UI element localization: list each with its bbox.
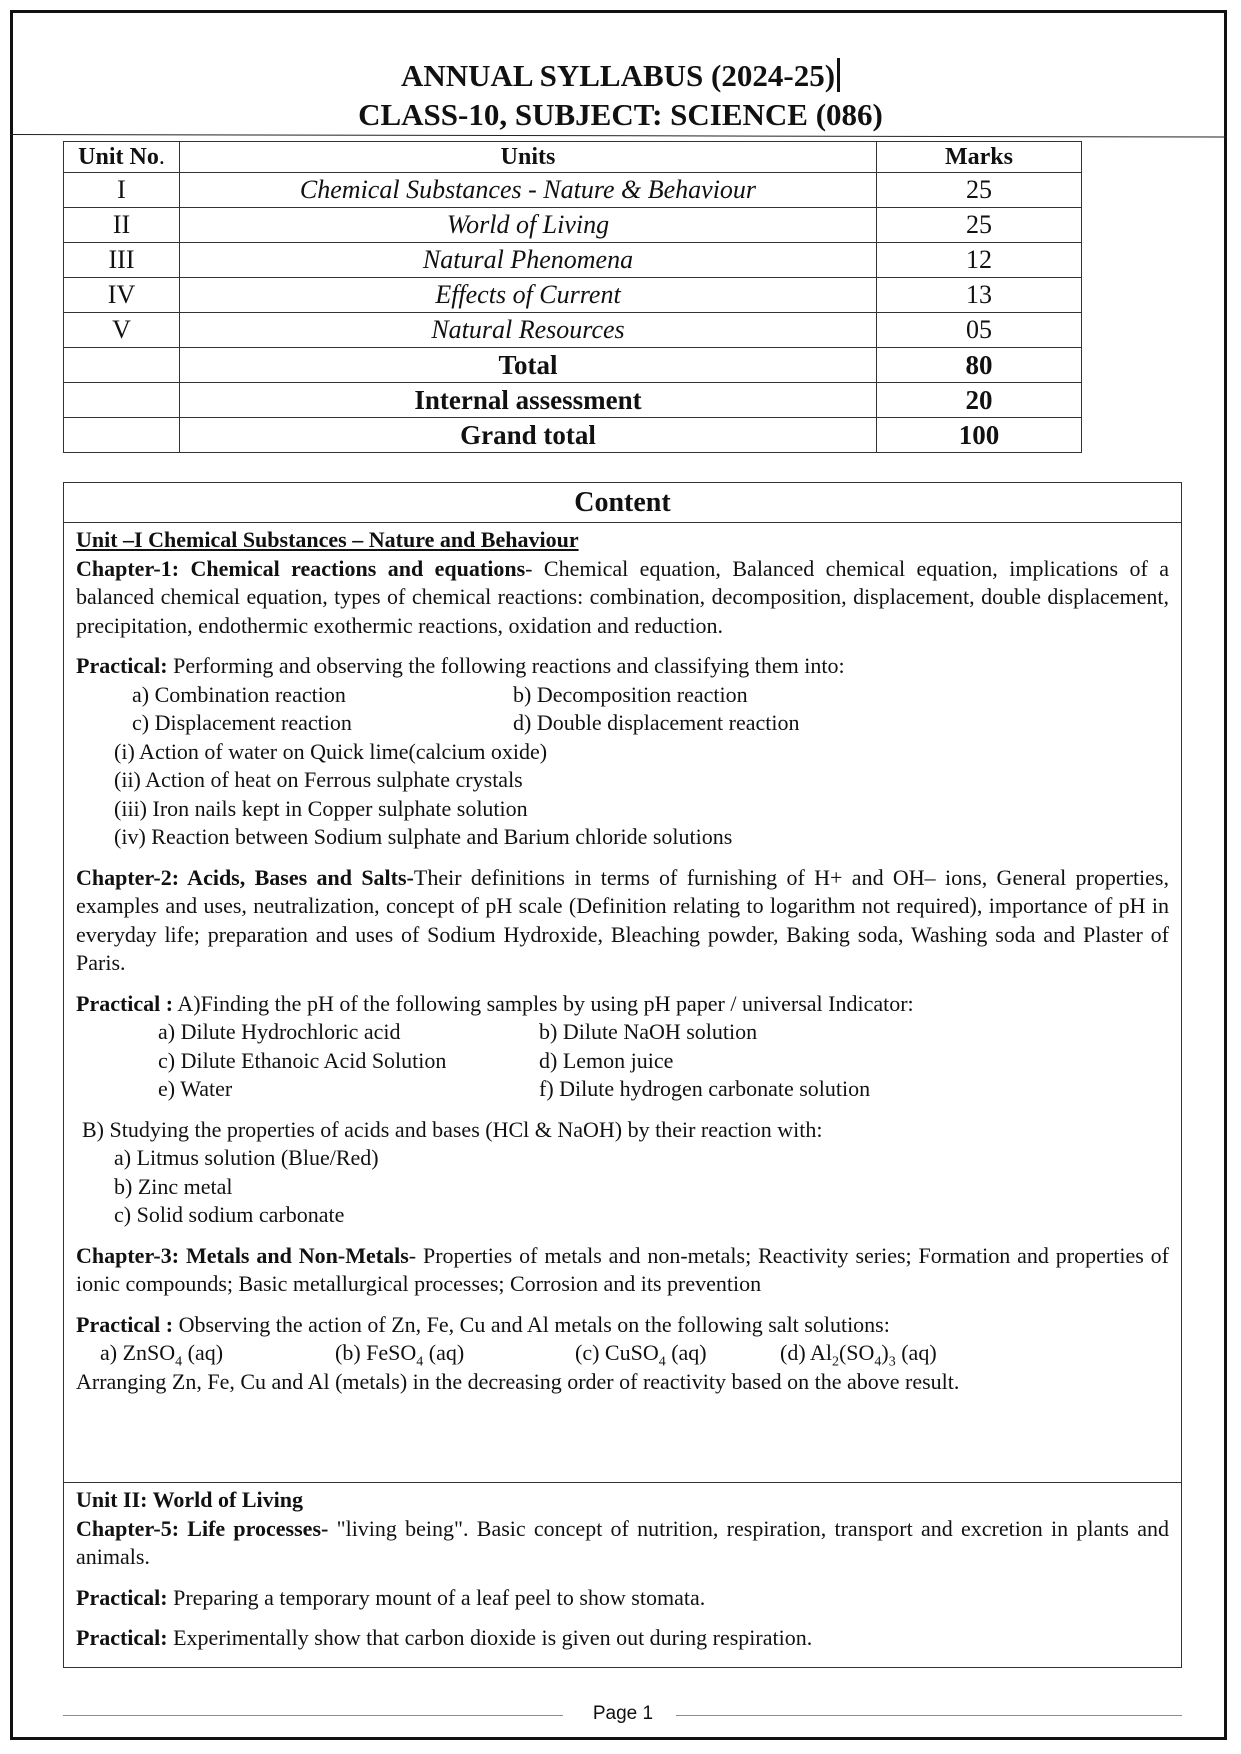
salt-item-znso4: a) ZnSO$_4$ (aq) — [100, 1340, 224, 1370]
practical2-text: A)Finding the pH of the following samples by using pH paper / universal Indicator: — [173, 990, 914, 1016]
practical2-options-row — [76, 1075, 1169, 1104]
unit-marks: 25 — [877, 173, 1082, 208]
total-row — [64, 348, 1082, 383]
practical-label: Practical: — [76, 1625, 168, 1650]
unit-number: IV — [64, 278, 180, 313]
list-item: d) Double displacement reaction — [513, 710, 800, 735]
practical3-tail: Arranging Zn, Fe, Cu and Al (metals) in the decreasing order of reactivity based on the above result. — [76, 1368, 960, 1394]
practical2-options-row — [76, 1018, 1169, 1047]
summary-marks: 80 — [877, 348, 1082, 383]
list-item: a) Litmus solution (Blue/Red) — [114, 1145, 379, 1170]
summary-label: Grand total — [180, 418, 877, 453]
unit-marks: 13 — [877, 278, 1082, 313]
page-title: ANNUAL SYLLABUS (2024-25) — [0, 58, 1241, 94]
chapter5-text: "living being". Basic concept of nutrition, respiration, transport and excretion in plants and animals. — [76, 1515, 1169, 1569]
chapter2-text: Their definitions in terms of furnishing of H+ and OH– ions, General properties, examples and uses, neutralization, concept of pH scale (Definition relating to logarithm not required), importance of pH in everyday life; preparation and uses of Sodium Hydroxide, Bleaching powder, Baking soda, Washing soda and Plaster of Paris. — [76, 864, 1169, 975]
practical5b-paragraph — [76, 1624, 1169, 1653]
unit-number: II — [64, 208, 180, 243]
page-subtitle: CLASS-10, SUBJECT: SCIENCE (086) — [358, 97, 883, 132]
list-item: (iii) Iron nails kept in Copper sulphate solution — [114, 795, 528, 821]
summary-marks: 20 — [877, 383, 1082, 418]
practical1-text: Performing and observing the following reactions and classifying them into: — [167, 653, 845, 678]
grand-total-row — [64, 418, 1082, 453]
column-header-marks: Marks — [877, 142, 1082, 173]
unit-marks: 05 — [877, 313, 1082, 348]
chapter1-title: Chapter-1: Chemical reactions and equations — [76, 555, 526, 581]
practical1-options-row — [76, 709, 1169, 738]
practical2b-text: B) Studying the properties of acids and bases (HCl & NaOH) by their reaction with: — [82, 1116, 823, 1142]
practical1-paragraph — [76, 652, 1169, 681]
chapter3-title: Chapter-3: Metals and Non-Metals — [76, 1242, 409, 1268]
unit-name: Effects of Current — [180, 278, 877, 313]
footer-divider — [676, 1715, 1182, 1716]
salt-item-al2so43: (d) $Al_2(SO_4)_3$ (aq) — [780, 1340, 937, 1370]
list-item: b) Zinc metal — [114, 1173, 233, 1199]
list-item: (ii) Action of heat on Ferrous sulphate crystals — [114, 767, 523, 792]
salt-item-feso4: (b) FeSO$_4$ (aq) — [335, 1340, 465, 1370]
unit-name: Chemical Substances - Nature & Behaviour — [180, 173, 877, 208]
salt-solutions-row — [76, 1339, 1169, 1368]
chapter5-title: Chapter-5: Life processes- — [76, 1515, 329, 1541]
practical-label: Practical : — [76, 990, 174, 1016]
practical5a-paragraph — [76, 1584, 1169, 1613]
summary-label: Internal assessment — [180, 383, 877, 418]
summary-label: Total — [180, 348, 877, 383]
table-row — [64, 278, 1082, 313]
unit1-section — [64, 523, 1181, 1396]
unit2-section — [64, 1482, 1181, 1653]
chapter5-paragraph — [76, 1515, 1169, 1572]
empty-cell — [64, 383, 180, 418]
internal-assessment-row — [64, 383, 1082, 418]
table-header-row — [64, 142, 1082, 173]
unit-number: I — [64, 173, 180, 208]
list-item: b) Dilute NaOH solution — [539, 1019, 758, 1044]
practical-label: Practical: — [76, 653, 168, 678]
summary-marks: 100 — [877, 418, 1082, 453]
text-cursor — [837, 58, 840, 92]
page-number: Page 1 — [592, 1703, 654, 1724]
column-header-units: Units — [180, 142, 877, 173]
list-item: a) Combination reaction — [132, 681, 346, 707]
unit-name: World of Living — [180, 208, 877, 243]
list-item: b) Decomposition reaction — [513, 681, 748, 707]
empty-cell — [64, 418, 180, 453]
unit-number: V — [64, 313, 180, 348]
chapter1-text: - Chemical equation, Balanced chemical equation, implications of a balanced chemical equation, types of chemical reactions: combination, decomposition, displacement, double displacement, precipitation, endothermic exothermic reactions, oxidation and reduction. — [76, 555, 1169, 638]
table-row — [64, 173, 1082, 208]
list-item: c) Solid sodium carbonate — [114, 1202, 345, 1227]
content-heading: Content — [64, 483, 1181, 523]
chapter3-paragraph — [76, 1242, 1169, 1299]
list-item: c) Displacement reaction — [132, 710, 352, 735]
chapter2-title: Chapter-2: Acids, Bases and Salts- — [76, 864, 414, 890]
unit2-heading: Unit II: World of Living — [76, 1487, 303, 1512]
practical1-options-row — [76, 681, 1169, 710]
table-row — [64, 208, 1082, 243]
practical5a-text: Preparing a temporary mount of a leaf peel to show stomata. — [167, 1584, 706, 1610]
list-item: (iv) Reaction between Sodium sulphate and Barium chloride solutions — [114, 824, 733, 849]
practical3-paragraph — [76, 1311, 1169, 1340]
chapter2-paragraph — [76, 864, 1169, 978]
table-row — [64, 313, 1082, 348]
list-item: a) Dilute Hydrochloric acid — [158, 1019, 401, 1044]
unit-name: Natural Phenomena — [180, 243, 877, 278]
footer-divider — [63, 1715, 563, 1716]
column-header-unit-no: Unit No. — [64, 142, 180, 173]
chapter3-text: - Properties of metals and non-metals; Reactivity series; Formation and properties of ionic compounds; Basic metallurgical processes; Corrosion and its prevention — [76, 1242, 1170, 1296]
practical3-text: Observing the action of Zn, Fe, Cu and Al metals on the following salt solutions: — [173, 1311, 890, 1337]
table-row — [64, 243, 1082, 278]
salt-item-cuso4: (c) CuSO$_4$ (aq) — [575, 1340, 707, 1370]
practical2-paragraph — [76, 990, 1169, 1019]
practical5b-text: Experimentally show that carbon dioxide is given out during respiration. — [167, 1625, 813, 1650]
unit-name: Natural Resources — [180, 313, 877, 348]
empty-cell — [64, 348, 180, 383]
list-item: e) Water — [158, 1076, 233, 1101]
list-item: (i) Action of water on Quick lime(calcium oxide) — [114, 738, 548, 764]
unit1-heading: Unit –I Chemical Substances – Nature and Behaviour — [76, 527, 579, 552]
chapter1-paragraph — [76, 555, 1169, 641]
practical-label: Practical : — [76, 1311, 174, 1337]
content-box — [63, 482, 1182, 1668]
practical2-options-row — [76, 1047, 1169, 1076]
list-item: c) Dilute Ethanoic Acid Solution — [158, 1047, 447, 1073]
unit-marks: 25 — [877, 208, 1082, 243]
unit-number: III — [64, 243, 180, 278]
list-item: f) Dilute hydrogen carbonate solution — [539, 1076, 871, 1101]
marks-table — [63, 141, 1082, 453]
unit-marks: 12 — [877, 243, 1082, 278]
practical-label: Practical: — [76, 1584, 168, 1610]
page-footer — [63, 1705, 1182, 1725]
list-item: d) Lemon juice — [539, 1047, 674, 1073]
